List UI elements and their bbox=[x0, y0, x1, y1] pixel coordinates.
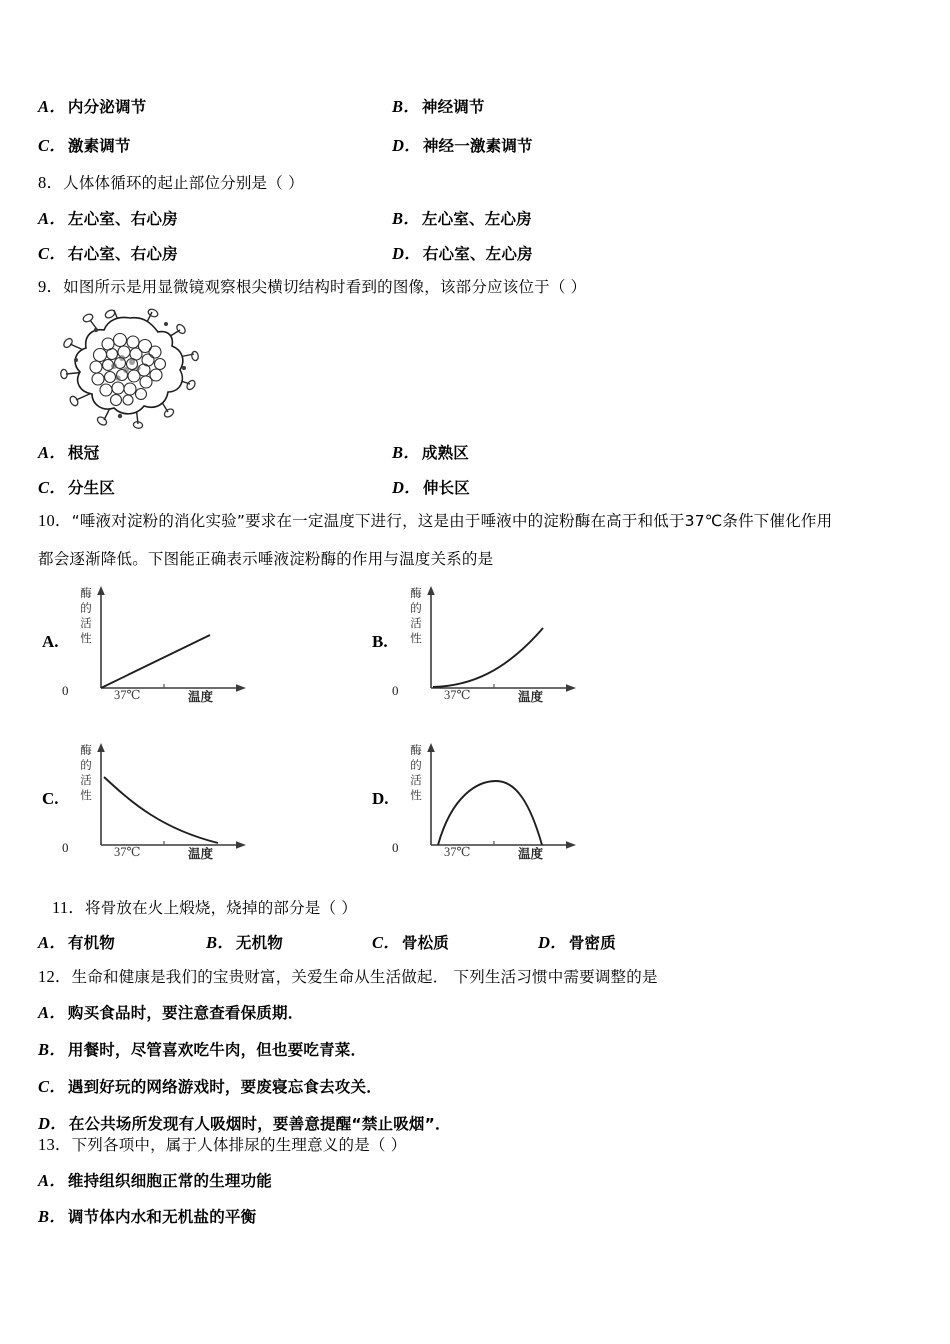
question-8-stem bbox=[38, 172, 304, 193]
question-9-number: 9． bbox=[38, 277, 64, 296]
q8-option-b-text: 左心室、左心房 bbox=[421, 210, 532, 228]
q11-option-d-text: 骨密质 bbox=[568, 934, 616, 952]
question-12-text: 生命和健康是我们的宝贵财富，关爱生命从生活做起． 下列生活习惯中需要调整的是 bbox=[71, 968, 658, 986]
q13-option-a[interactable] bbox=[38, 1170, 272, 1191]
chart-d-x-axis-label: 温度 bbox=[518, 846, 544, 861]
q9-option-b-label: B． bbox=[392, 443, 420, 462]
q11-option-a-label: A． bbox=[38, 933, 66, 952]
question-8-text: 人体体循环的起止部位分别是（ ） bbox=[63, 174, 304, 192]
q12-option-d-label: D． bbox=[38, 1114, 67, 1133]
chart-a-x-arrow bbox=[236, 684, 246, 692]
chart-option-d[interactable] bbox=[370, 737, 600, 867]
question-8-number: 8． bbox=[38, 173, 64, 192]
chart-c-x-axis-label: 温度 bbox=[188, 846, 214, 861]
chart-option-a[interactable] bbox=[40, 580, 270, 710]
chart-a-option-label: A. bbox=[42, 632, 59, 651]
question-10-text-1: “唾液对淀粉的消化实验”要求在一定温度下进行，这是由于唾液中的淀粉酶在高于和低于37℃条件下催化作用 bbox=[71, 512, 833, 530]
question-13-stem bbox=[38, 1134, 406, 1155]
q12-option-a-label: A． bbox=[38, 1003, 66, 1022]
question-10-number: 10． bbox=[38, 511, 72, 530]
chart-c-y-axis-label: 酶 的 活 性 bbox=[80, 743, 92, 802]
chart-c-tick-label-37c: 37℃ bbox=[114, 845, 141, 859]
q8-option-d-text: 右心室、左心房 bbox=[422, 245, 533, 263]
chart-d-plot bbox=[400, 737, 595, 862]
chart-b-option-label: B. bbox=[372, 632, 388, 651]
q11-option-b-label: B． bbox=[206, 933, 234, 952]
chart-a-tick-label-37c: 37℃ bbox=[114, 688, 141, 702]
chart-a-plot bbox=[70, 580, 265, 705]
q9-option-b[interactable] bbox=[392, 442, 469, 463]
q8-option-d-label: D． bbox=[392, 244, 421, 263]
q9-option-a-text: 根冠 bbox=[67, 444, 100, 462]
chart-b-curve bbox=[433, 628, 543, 687]
q13-option-b-text: 调节体内水和无机盐的平衡 bbox=[67, 1208, 257, 1226]
chart-d-origin-label: 0 bbox=[392, 840, 399, 855]
chart-a-y-arrow bbox=[97, 586, 105, 595]
q13-option-a-text: 维持组织细胞正常的生理功能 bbox=[67, 1172, 273, 1190]
q11-option-b[interactable] bbox=[206, 932, 283, 953]
chart-b-plot bbox=[400, 580, 595, 705]
chart-d-option-label: D. bbox=[372, 789, 389, 808]
question-10-text-2: 都会逐渐降低。下图能正确表示唾液淀粉酶的作用与温度关系的是 bbox=[38, 550, 494, 568]
q9-option-c-label: C． bbox=[38, 478, 66, 497]
question-9-stem bbox=[38, 276, 586, 297]
chart-d-y-axis-label: 酶 的 活 性 bbox=[410, 743, 422, 802]
q11-option-a-text: 有机物 bbox=[67, 934, 116, 952]
chart-d-curve bbox=[438, 781, 542, 845]
q9-option-c[interactable] bbox=[38, 477, 115, 498]
chart-b-y-axis-label: 酶 的 活 性 bbox=[410, 586, 422, 645]
chart-c-plot bbox=[70, 737, 265, 862]
q12-option-c-label: C． bbox=[38, 1077, 66, 1096]
chart-c-option-label: C. bbox=[42, 789, 59, 808]
q8-option-a-text: 左心室、右心房 bbox=[67, 210, 178, 228]
q13-option-b-label: B． bbox=[38, 1207, 66, 1226]
chart-d-tick-label-37c: 37℃ bbox=[444, 845, 471, 859]
chart-c-x-arrow bbox=[236, 841, 246, 849]
q7-option-c[interactable] bbox=[38, 135, 131, 156]
q7-option-b-label: B． bbox=[392, 97, 420, 116]
q12-option-d-text: 在公共场所发现有人吸烟时，要善意提醒“禁止吸烟”． bbox=[68, 1115, 451, 1133]
q11-option-b-text: 无机物 bbox=[235, 934, 284, 952]
chart-option-b[interactable] bbox=[370, 580, 600, 710]
q11-option-c-text: 骨松质 bbox=[401, 934, 450, 952]
chart-a-y-axis-label: 酶 的 活 性 bbox=[80, 586, 92, 645]
q8-option-b-label: B． bbox=[392, 209, 420, 228]
chart-d-y-arrow bbox=[427, 743, 435, 752]
question-13-text: 下列各项中，属于人体排尿的生理意义的是（ ） bbox=[71, 1136, 407, 1154]
chart-c-curve bbox=[104, 777, 218, 843]
q11-option-c[interactable] bbox=[372, 932, 449, 953]
q12-option-c-text: 遇到好玩的网络游戏时，要废寝忘食去攻关． bbox=[67, 1078, 382, 1096]
q11-option-a[interactable] bbox=[38, 932, 115, 953]
q11-option-d-label: D． bbox=[538, 933, 567, 952]
chart-b-origin-label: 0 bbox=[392, 683, 399, 698]
q13-option-b[interactable] bbox=[38, 1206, 256, 1227]
q12-option-d[interactable] bbox=[38, 1113, 451, 1134]
chart-option-c[interactable] bbox=[40, 737, 270, 867]
question-9-text: 如图所示是用显微镜观察根尖横切结构时看到的图像，该部分应该位于（ ） bbox=[63, 278, 587, 296]
q12-option-b[interactable] bbox=[38, 1039, 366, 1060]
q9-option-b-text: 成熟区 bbox=[421, 444, 470, 462]
chart-a-origin-label: 0 bbox=[62, 683, 69, 698]
q7-option-c-text: 激素调节 bbox=[67, 137, 131, 155]
chart-b-y-arrow bbox=[427, 586, 435, 595]
q9-option-c-text: 分生区 bbox=[67, 479, 116, 497]
chart-a-x-axis-label: 温度 bbox=[188, 689, 214, 704]
question-10-stem-line2 bbox=[38, 548, 493, 569]
q9-option-d-text: 伸长区 bbox=[422, 479, 470, 497]
q7-option-a-label: A． bbox=[38, 97, 66, 116]
chart-c-origin-label: 0 bbox=[62, 840, 69, 855]
q7-option-d[interactable] bbox=[392, 135, 533, 156]
question-10-stem-line1 bbox=[38, 510, 832, 531]
q7-option-b[interactable] bbox=[392, 96, 485, 117]
question-12-stem bbox=[38, 966, 658, 987]
q9-option-d[interactable] bbox=[392, 477, 470, 498]
q8-option-a[interactable] bbox=[38, 208, 178, 229]
question-11-text: 将骨放在火上煅烧，烧掉的部分是（ ） bbox=[85, 899, 358, 917]
chart-b-x-axis-label: 温度 bbox=[518, 689, 544, 704]
chart-b-x-arrow bbox=[566, 684, 576, 692]
q12-option-a[interactable] bbox=[38, 1002, 303, 1023]
q12-option-b-label: B． bbox=[38, 1040, 66, 1059]
question-11-number: 11． bbox=[52, 898, 85, 917]
q7-option-b-text: 神经调节 bbox=[421, 98, 485, 116]
q9-option-d-label: D． bbox=[392, 478, 421, 497]
chart-d-x-arrow bbox=[566, 841, 576, 849]
q11-option-d[interactable] bbox=[538, 932, 616, 953]
q8-option-a-label: A． bbox=[38, 209, 66, 228]
q12-option-c[interactable] bbox=[38, 1076, 382, 1097]
q13-option-a-label: A． bbox=[38, 1171, 66, 1190]
question-11-stem bbox=[52, 897, 357, 918]
q7-option-d-text: 神经一激素调节 bbox=[422, 137, 533, 155]
q8-option-b[interactable] bbox=[392, 208, 532, 229]
chart-a-curve bbox=[101, 635, 210, 688]
chart-b-tick-label-37c: 37℃ bbox=[444, 688, 471, 702]
chart-c-y-arrow bbox=[97, 743, 105, 752]
q12-option-b-text: 用餐时，尽管喜欢吃牛肉，但也要吃青菜． bbox=[67, 1041, 367, 1059]
q9-option-a-label: A． bbox=[38, 443, 66, 462]
q8-option-c[interactable] bbox=[38, 243, 178, 264]
q7-option-a-text: 内分泌调节 bbox=[67, 98, 147, 116]
q8-option-d[interactable] bbox=[392, 243, 533, 264]
q8-option-c-text: 右心室、右心房 bbox=[67, 245, 178, 263]
q7-option-a[interactable] bbox=[38, 96, 146, 117]
q9-option-a[interactable] bbox=[38, 442, 99, 463]
q7-option-c-label: C． bbox=[38, 136, 66, 155]
question-13-number: 13． bbox=[38, 1135, 72, 1154]
q7-option-d-label: D． bbox=[392, 136, 421, 155]
q12-option-a-text: 购买食品时，要注意查看保质期． bbox=[67, 1004, 304, 1022]
q8-option-c-label: C． bbox=[38, 244, 66, 263]
micrograph-svg bbox=[48, 300, 208, 430]
q11-option-c-label: C． bbox=[372, 933, 400, 952]
question-12-number: 12． bbox=[38, 967, 72, 986]
root-tip-cross-section-micrograph bbox=[48, 300, 208, 430]
